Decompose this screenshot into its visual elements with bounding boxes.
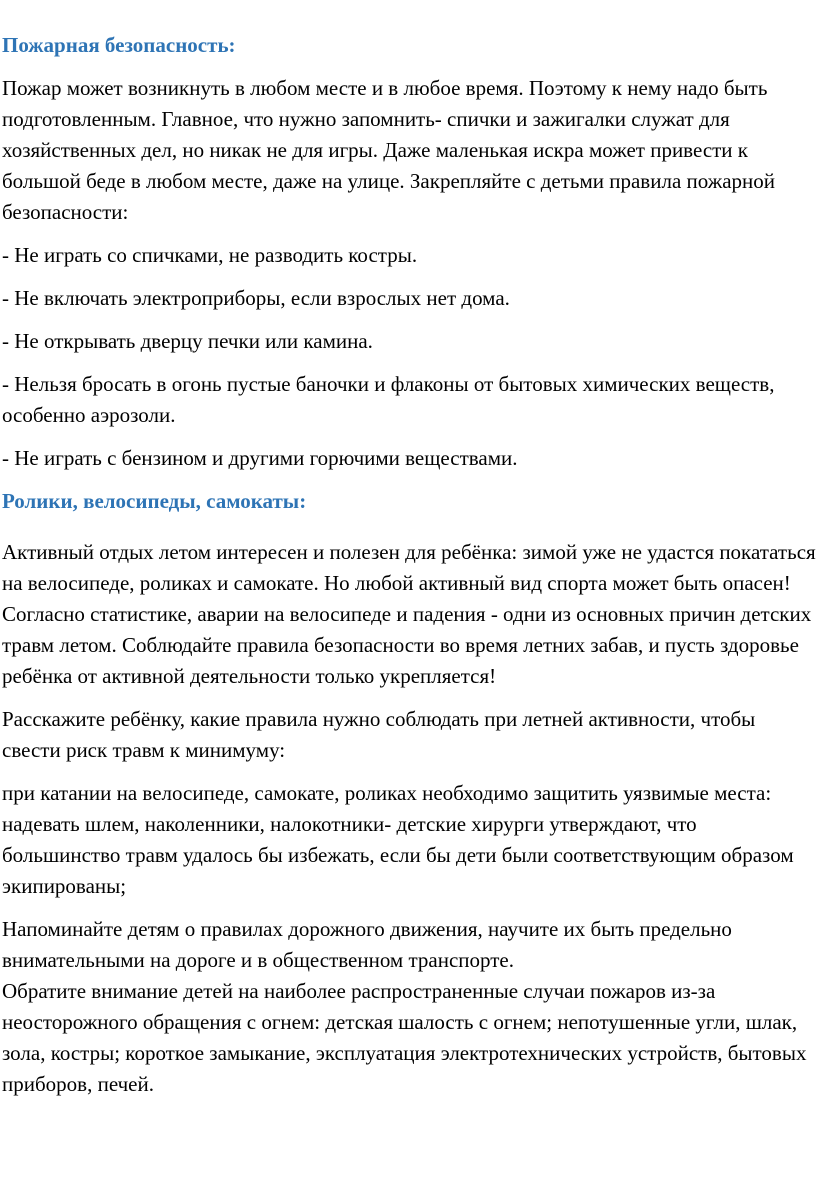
- fire-safety-intro: Пожар может возникнуть в любом месте и в любое время. Поэтому к нему надо быть подготовленным. Главное, что нужно запомнить- спички и зажигалки служат для хозяйственных дел, но никак не для игры. Даже маленькая искра может привести к большой беде в любом месте, даже на улице. Закрепляйте с детьми правила пожарной безопасности:: [2, 76, 776, 224]
- activity-paragraph: Активный отдых летом интересен и полезен для ребёнка: зимой уже не удастся покататься на велосипеде, роликах и самокате. Но любой активный вид спорта может быть опасен! Согласно статистике, аварии на велосипеде и падения - одни из основных причин детских травм летом. Соблюдайте правила безопасности во время летних забав, и пусть здоровье ребёнка от активной деятельности только укрепляется!: [2, 540, 816, 688]
- activity-paragraph: Обратите внимание детей на наиболее распространенные случаи пожаров из-за неосторожного обращения с огнем: детская шалость с огнем; непотушенные угли, шлак, зола, костры; короткое замыкание, эксплуатация электротехнических устройств, бытовых приборов, печей.: [2, 979, 807, 1096]
- fire-rule-item: - Не играть со спичками, не разводить костры.: [2, 243, 418, 267]
- activity-paragraph: Расскажите ребёнку, какие правила нужно соблюдать при летней активности, чтобы свести риск травм к минимуму:: [2, 707, 756, 762]
- activity-paragraph: при катании на велосипеде, самокате, роликах необходимо защитить уязвимые места: надевать шлем, наколенники, налокотники- детские хирурги утверждают, что большинство травм удалось бы избежать, если бы дети были соответствующим образом экипированы;: [2, 781, 794, 898]
- section-heading-fire-safety: Пожарная безопасность:: [2, 33, 236, 57]
- fire-rule-item: - Не включать электроприборы, если взрослых нет дома.: [2, 286, 510, 310]
- fire-rule-item: - Нельзя бросать в огонь пустые баночки и флаконы от бытовых химических веществ, особенно аэрозоли.: [2, 372, 775, 427]
- activity-paragraph: Напоминайте детям о правилах дорожного движения, научите их быть предельно внимательными на дороге и в общественном транспорте.: [2, 917, 732, 972]
- fire-rule-item: - Не открывать дверцу печки или камина.: [2, 329, 373, 353]
- fire-rule-item: - Не играть с бензином и другими горючими веществами.: [2, 446, 518, 470]
- section-heading-rollers-bikes: Ролики, велосипеды, самокаты:: [2, 489, 307, 513]
